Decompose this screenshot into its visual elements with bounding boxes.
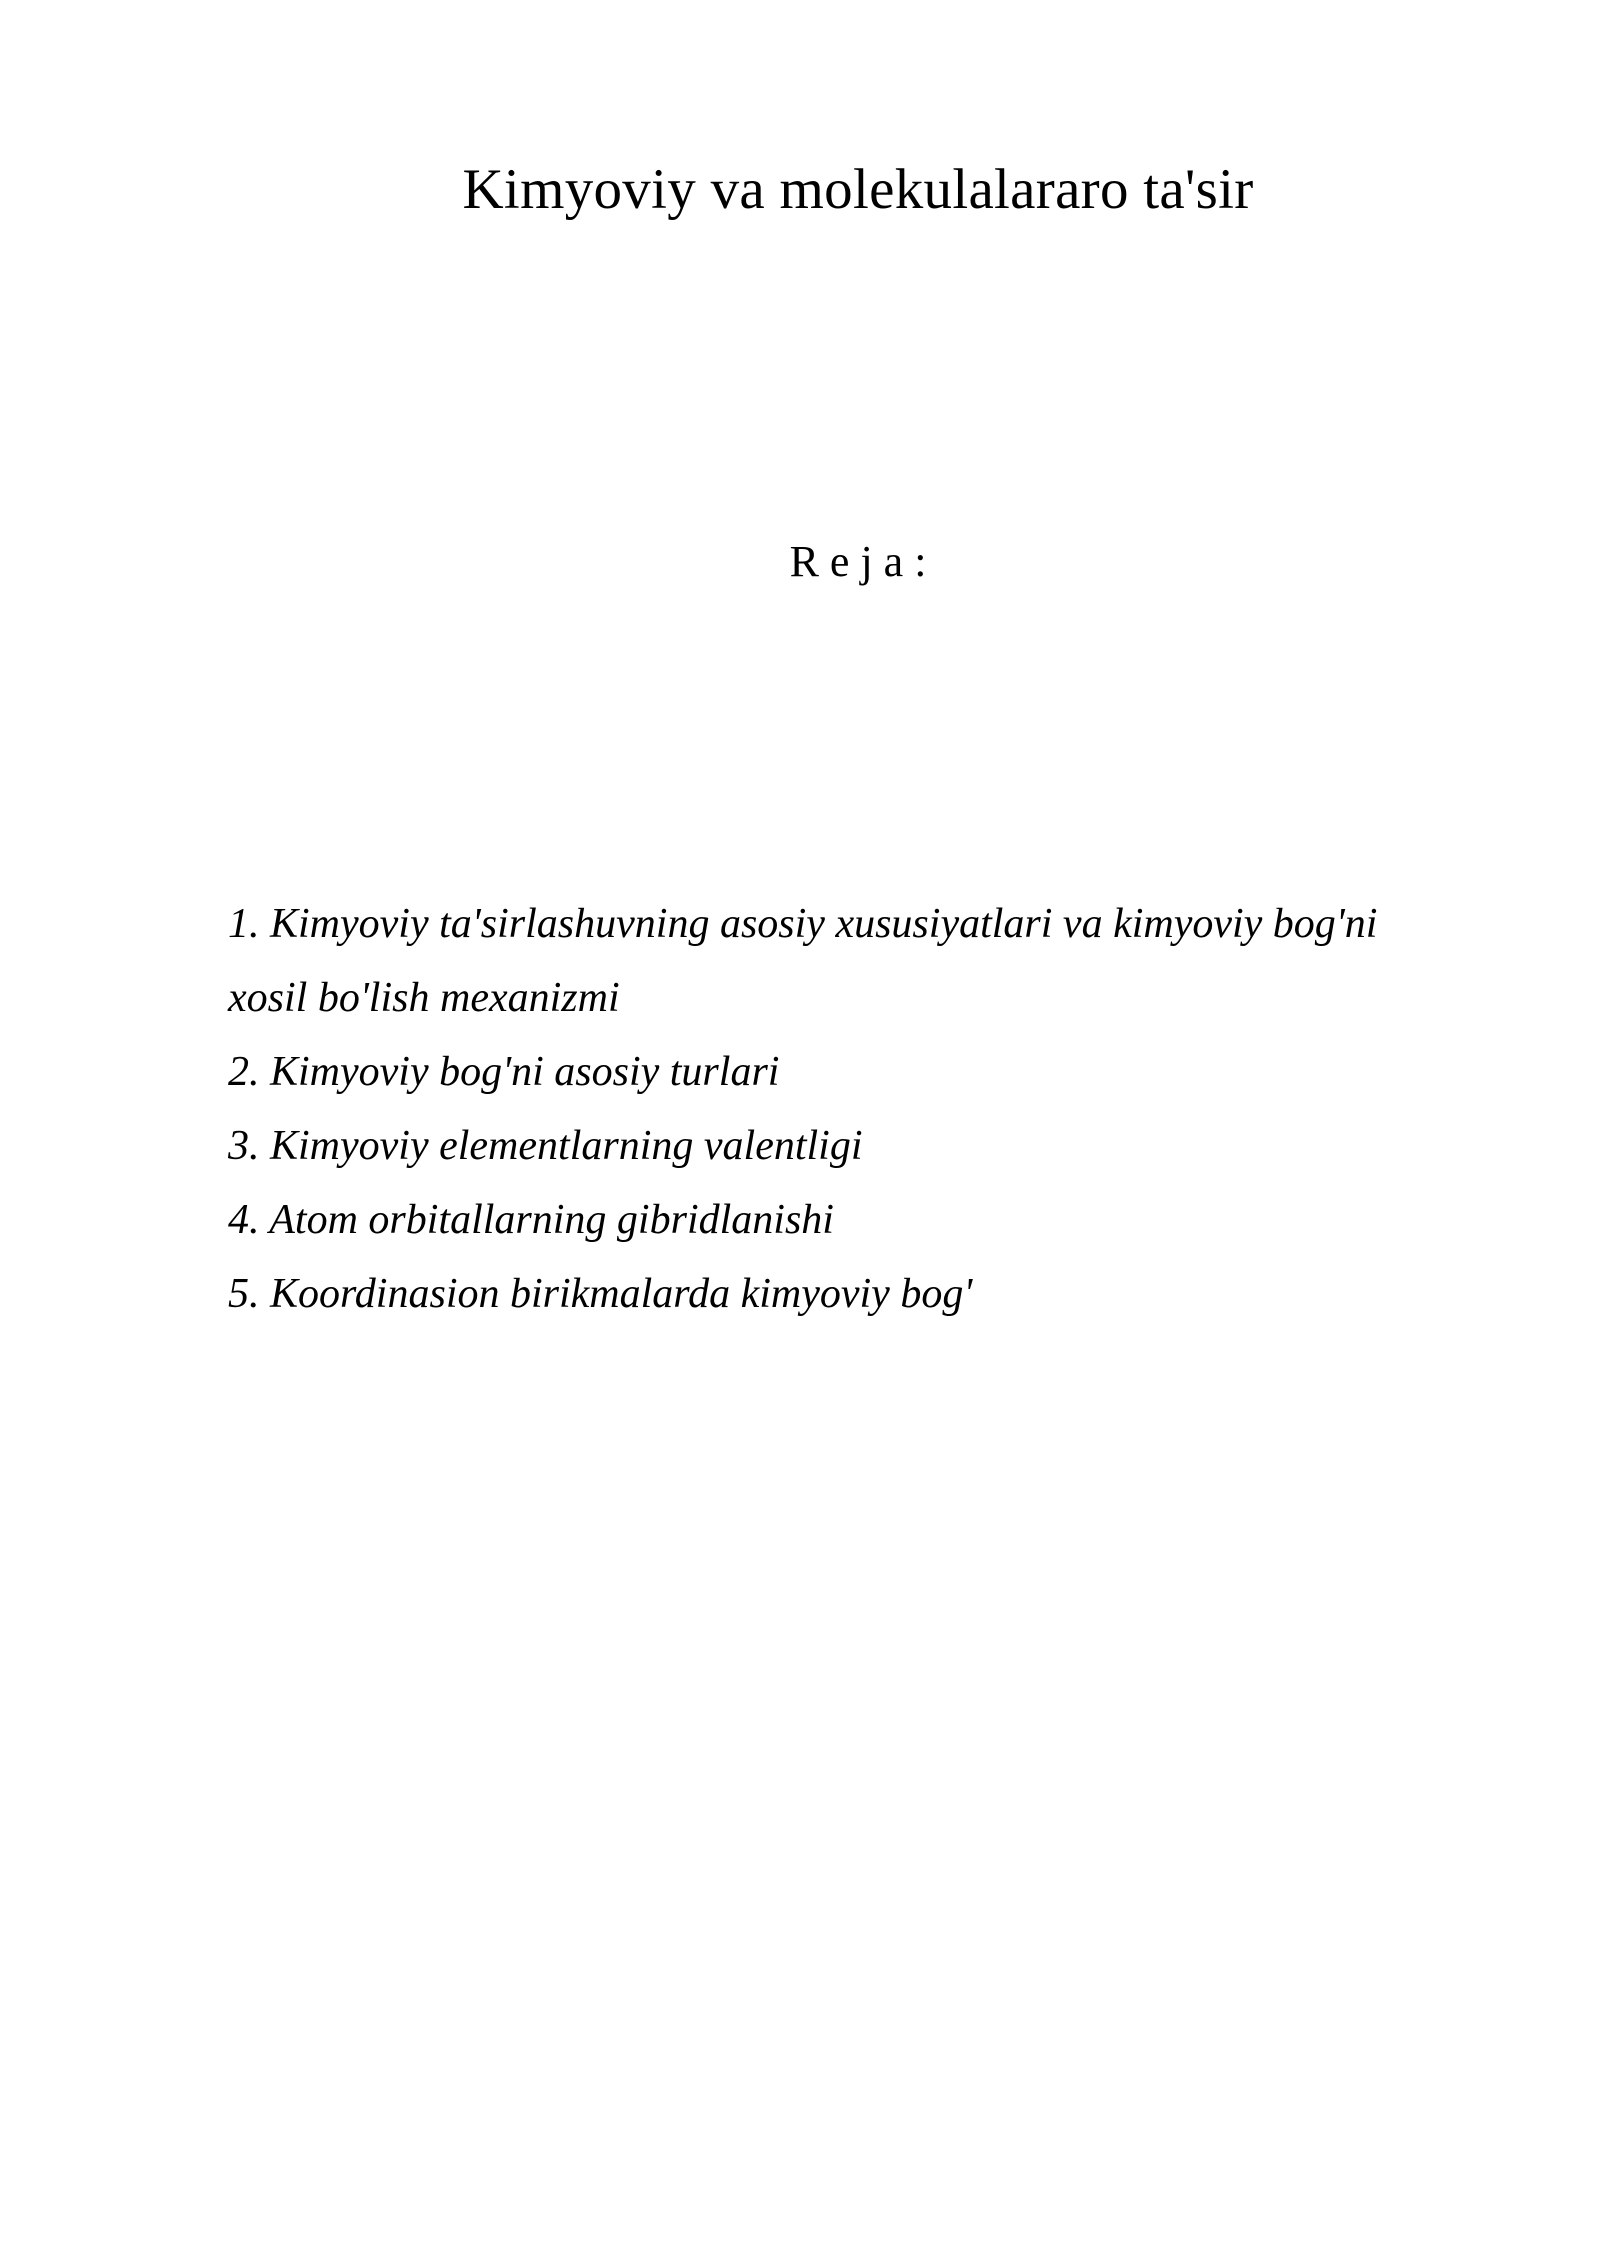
plan-item-1: 1. Kimyoviy ta'sirlashuvning asosiy xususiyatlari va kimyoviy bog'ni xosil bo'lish mexanizmi [228,901,1378,1021]
plan-heading-text: R e j a : [789,537,927,586]
document-title-text: Kimyoviy va molekulalararo ta'sir [462,158,1254,221]
plan-heading [0,532,1600,592]
plan-item-5: 5. Koordinasion birikmalarda kimyoviy bog' [228,1271,973,1317]
plan-item-2: 2. Kimyoviy bog'ni asosiy turlari [228,1049,780,1095]
plan-item-3: 3. Kimyoviy elementlarning valentligi [228,1123,863,1169]
plan-item-4: 4. Atom orbitallarning gibridlanishi [228,1197,834,1243]
document-title [0,150,1600,230]
plan-list [228,887,1458,1331]
